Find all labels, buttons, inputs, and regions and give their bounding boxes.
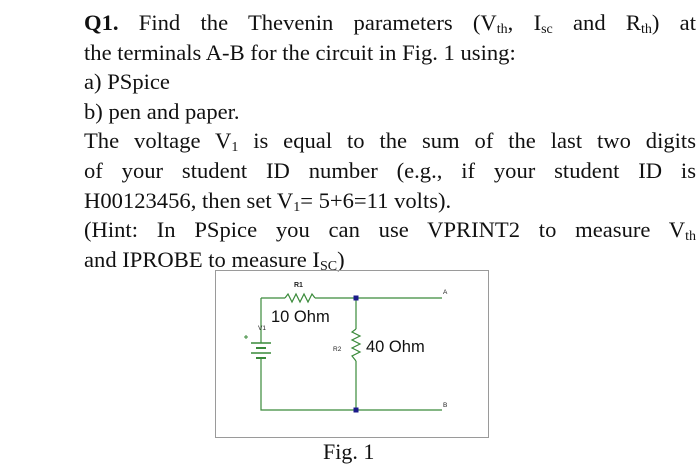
r1-value: 10 Ohm — [271, 308, 330, 326]
resistor-r1-symbol — [285, 294, 315, 302]
question-line-5: The voltage $V_1$ is equal to the sum of the last two digits — [84, 128, 696, 156]
figure-caption: Fig. 1 — [323, 439, 375, 464]
question-number: Q1. — [84, 10, 119, 35]
v1-label: V1 — [258, 325, 266, 332]
question-line-1: Q1. Find the Thevenin parameters ($V_{th}$, $I_{sc}$ and $R_{th}$) at — [84, 10, 696, 38]
question-line-6: of your student ID number (e.g., if your student ID is — [84, 157, 696, 183]
option-a: a) PSpice — [84, 69, 170, 95]
node-bottom — [354, 408, 359, 413]
terminal-b-label: B — [443, 402, 448, 409]
voltage-source-v1-symbol — [244, 331, 271, 371]
node-top — [354, 296, 359, 301]
hint-line-2: and IPROBE to measure $I_{SC}$) — [84, 246, 345, 274]
circuit-diagram — [216, 271, 488, 437]
hint-line-1: (Hint: In PSpice you can use VPRINT2 to measure $V_{th}$ — [84, 217, 696, 245]
terminal-a-label: A — [443, 289, 448, 296]
r1-label: R1 — [294, 282, 303, 289]
r2-value: 40 Ohm — [366, 338, 425, 356]
question-text — [84, 8, 696, 274]
resistor-r2-symbol — [352, 329, 360, 361]
question-line-7: H00123456, then set $V_1= 5+6=11$ volts). — [84, 187, 452, 215]
circuit-figure — [215, 270, 489, 438]
r2-label: R2 — [333, 346, 342, 353]
question-line-2: the terminals A-B for the circuit in Fig. 1 using: — [84, 39, 516, 65]
option-b: b) pen and paper. — [84, 98, 240, 124]
